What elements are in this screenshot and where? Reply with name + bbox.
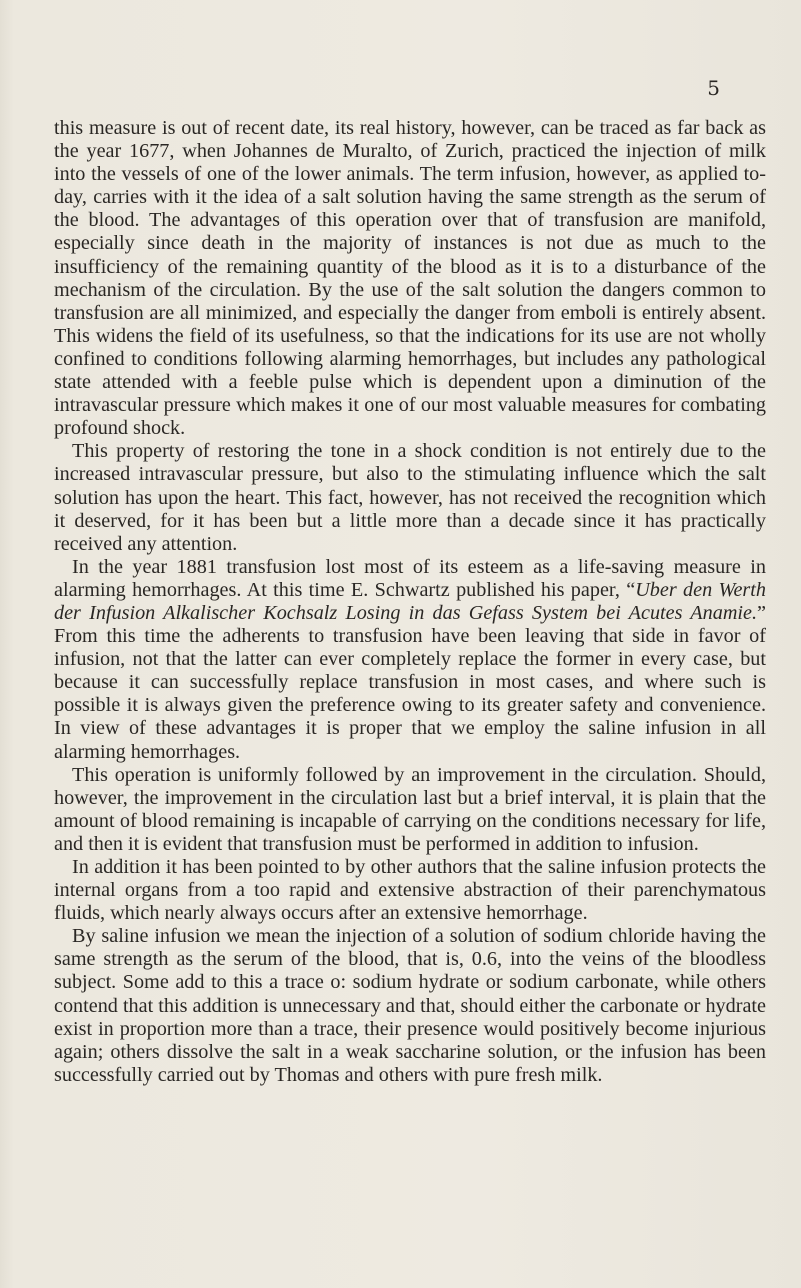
paper-title: Uber den Werth der Infusion Alkalischer Kochsalz Losing in das Gefass System bei Acutes Anamie. [54,578,766,624]
paragraph-4: This operation is uniformly followed by an improvement in the circulation. Should, however, the improvement in the circulation last but a brief interval, it is plain that the amount of blood remaining is incapable of carrying on the conditions necessary for life, and then it is evident that transfusion must be performed in addition to infusion. [54,763,766,855]
paragraph-3-lead: In the year 1881 transfusion lost most of its esteem as a life-saving measure in alarming hemorrhages. At this time E. Schwartz published his paper, “ [54,555,766,601]
paragraph-2: This property of restoring the tone in a shock condition is not entirely due to the increased intravascular pressure, but also to the stimulating influence which the salt solution has upon the heart. This fact, however, has not received the recognition which it deserved, for it has been but a little more than a decade since it has practically received any attention. [54,440,766,555]
paragraph-6: By saline infusion we mean the injection of a solution of sodium chloride having the same strength as the serum of the blood, that is, 0.6, into the veins of the bloodless subject. Some add to this a trace o: sodium hydrate or sodium carbonate, while others contend that this addition is unnecessary and that, should either the carbonate or hydrate exist in proportion more than a trace, their presence would positively become injurious again; others dissolve the salt in a weak saccharine solution, or the infusion has been successfully carried out by Thomas and others with pure fresh milk. [54,925,766,1086]
paragraph-3-rest: ” From this time the adherents to transfusion have been leaving that side in favor of infusion, not that the latter can ever completely replace the former in every case, but because it can successfully replace transfusion in most cases, and where such is possible it is always given the preference owing to its greater safety and convenience. In view of these advantages it is proper that we employ the saline infusion in all alarming hemorrhages. [54,601,766,763]
body-text [54,117,766,1087]
paragraph-5: In addition it has been pointed to by other authors that the saline infusion protects the internal organs from a too rapid and extensive abstraction of their parenchymatous fluids, which nearly always occurs after an extensive hemorrhage. [54,856,766,925]
paragraph-1: this measure is out of recent date, its real history, however, can be traced as far back as the year 1677, when Johannes de Muralto, of Zurich, practiced the injection of milk into the vessels of one of the lower animals. The term infusion, however, as applied to-day, carries with it the idea of a salt solution having the same strength as the serum of the blood. The advantages of this operation over that of transfusion are manifold, especially since death in the majority of instances is not due as much to the insufficiency of the remaining quantity of the blood as it is to a disturbance of the mechanism of the circulation. By the use of the salt solution the dangers common to transfusion are all minimized, and especially the danger from emboli is entirely absent. This widens the field of its usefulness, so that the indications for its use are not wholly confined to conditions following alarming hemorrhages, but includes any pathological state attended with a feeble pulse which is dependent upon a diminution of the intravascular pressure which makes it one of our most valuable measures for combating profound shock. [54,117,766,440]
page-number: 5 [707,76,720,100]
paragraph-3 [54,556,766,764]
